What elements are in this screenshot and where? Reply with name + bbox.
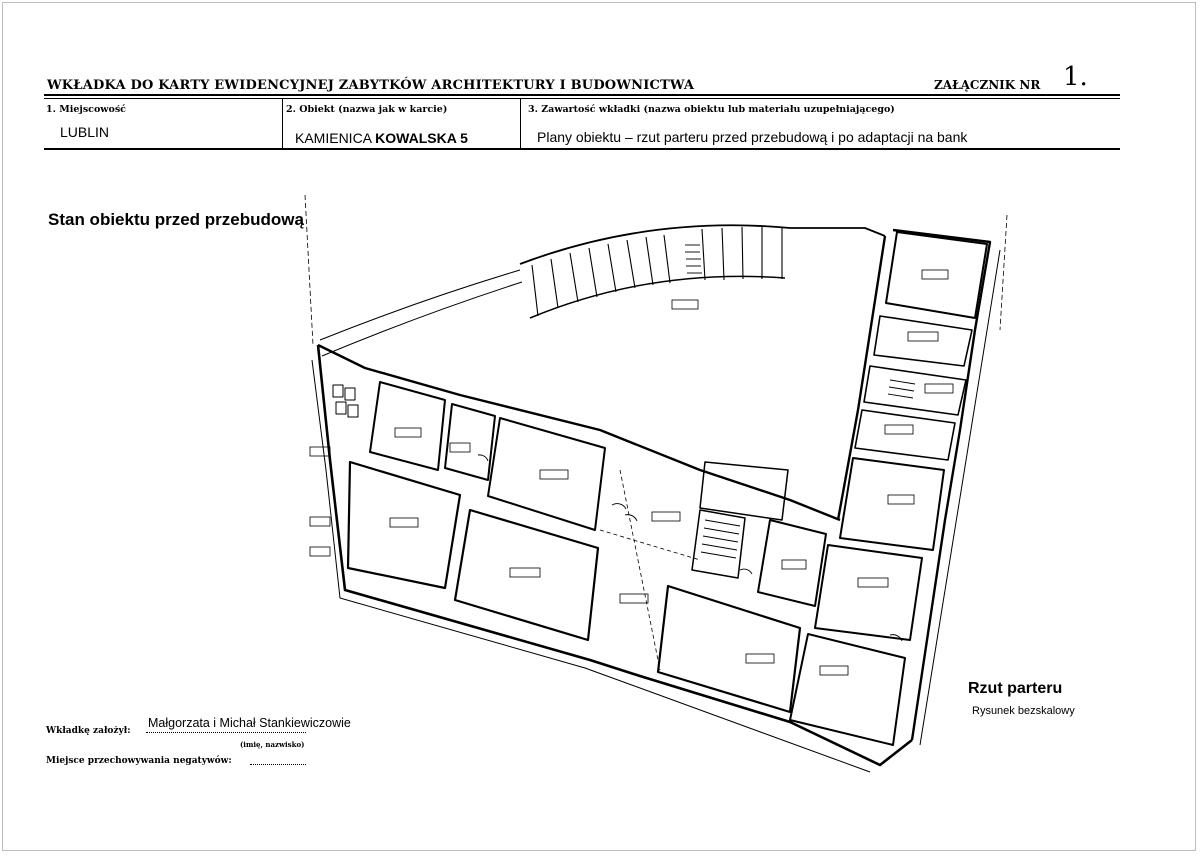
field-2-value-bold: KOWALSKA 5 [375, 130, 468, 146]
plan-subtitle: Rysunek bezskalowy [972, 705, 1075, 717]
document-title: WKŁADKA DO KARTY EWIDENCYJNEJ ZABYTKÓW ARCHITEKTURY I BUDOWNICTWA [47, 78, 695, 93]
section-title: Stan obiektu przed przebudową [48, 210, 304, 229]
field-1-value: LUBLIN [60, 124, 110, 140]
plan-title: Rzut parteru [968, 680, 1063, 697]
prepared-by-label: Wkładkę założył: [46, 726, 131, 736]
storage-line [250, 764, 306, 765]
prepared-by-line [146, 732, 306, 733]
field-2-caption: 2. Obiekt (nazwa jak w karcie) [286, 104, 448, 115]
field-3-caption: 3. Zawartość wkładki (nazwa obiektu lub materiału uzupełniającego) [528, 104, 895, 115]
annex-number: 1. [1063, 62, 1088, 92]
annex-label: ZAŁĄCZNIK NR [934, 78, 1041, 92]
field-1-caption: 1. Miejscowość [46, 104, 126, 115]
prepared-by-value: Małgorzata i Michał Stankiewiczowie [148, 716, 351, 730]
field-3-value: Plany obiektu – rzut parteru przed przebudową i po adaptacji na bank [537, 129, 968, 145]
field-2-value-prefix: KAMIENICA [295, 130, 372, 146]
name-note: (imię, nazwisko) [240, 740, 305, 749]
storage-label: Miejsce przechowywania negatywów: [46, 756, 232, 766]
